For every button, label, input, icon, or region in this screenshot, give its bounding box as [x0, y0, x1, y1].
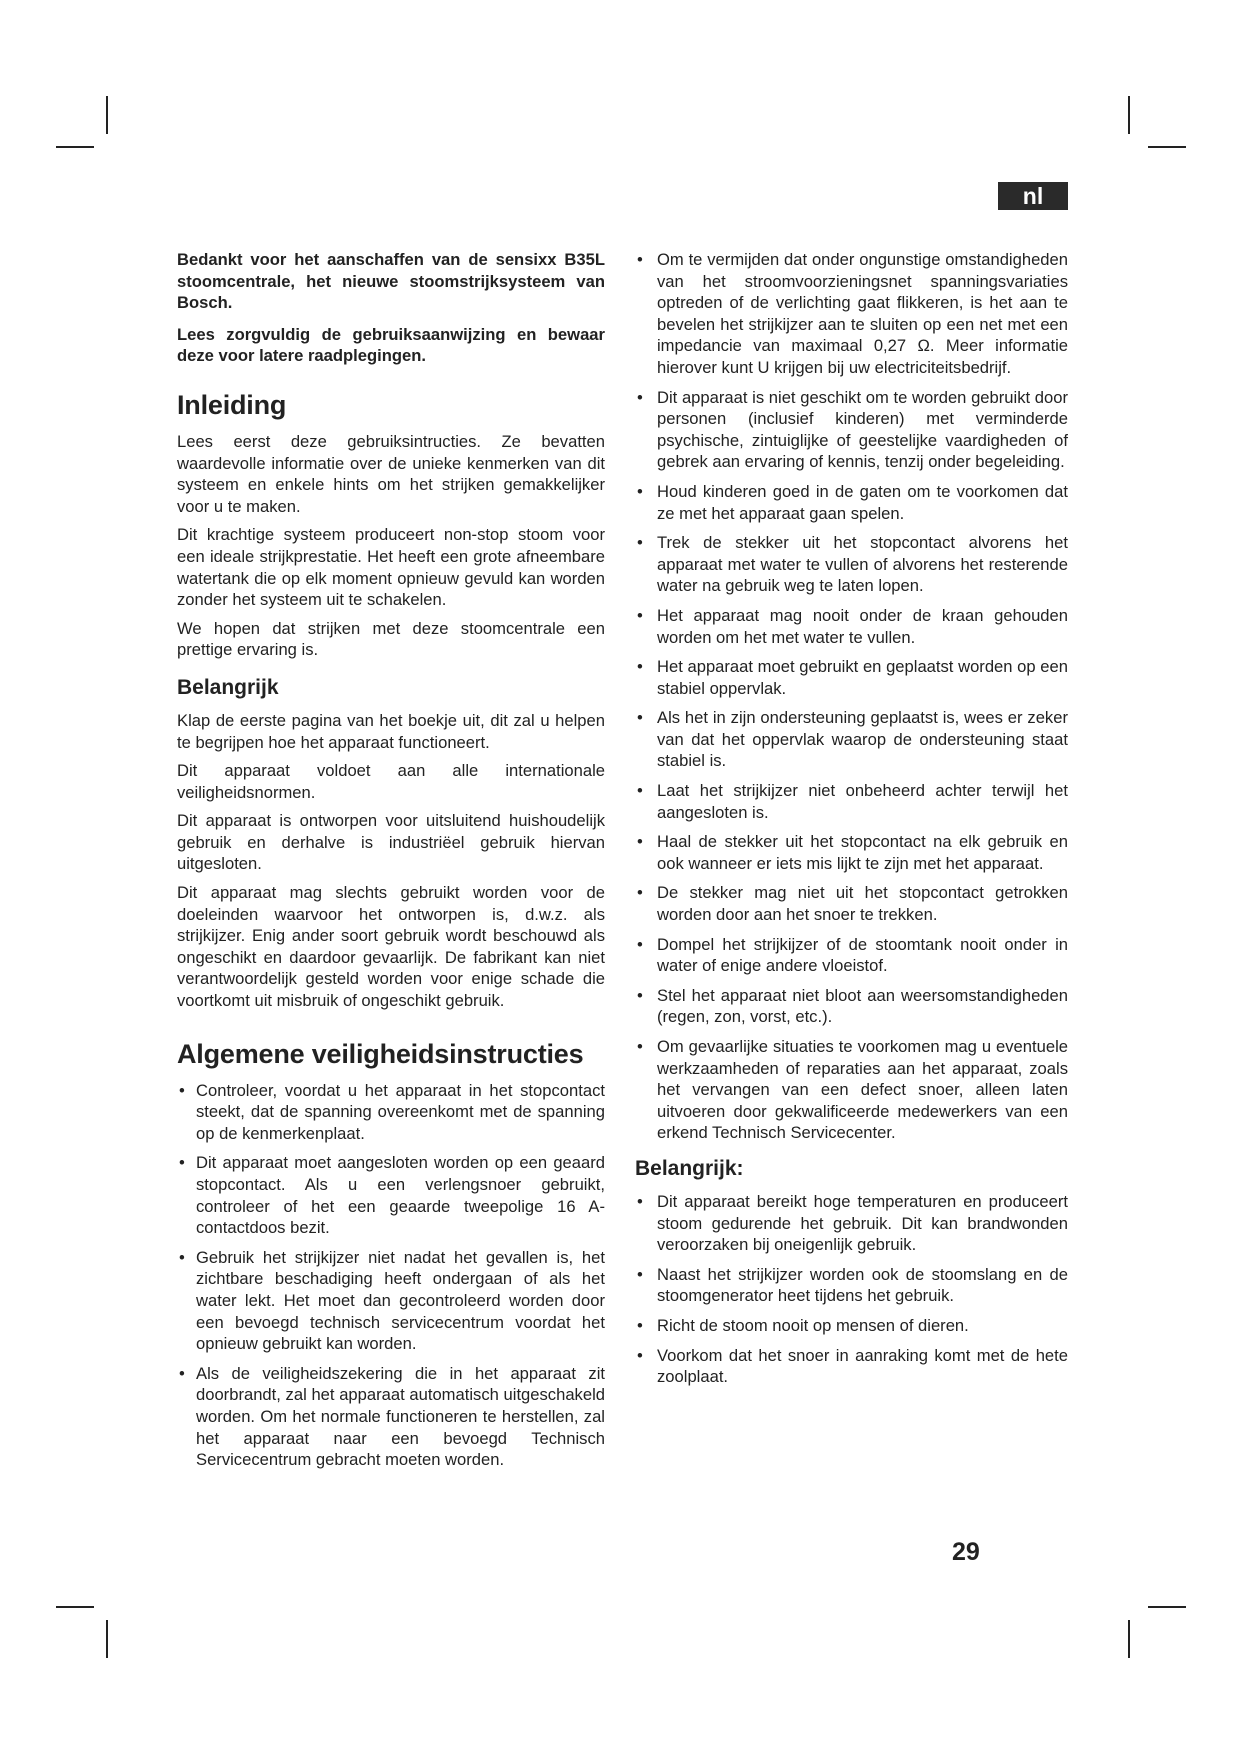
- belangrijk-paragraph: Dit apparaat voldoet aan alle internationale veiligheidsnormen.: [177, 761, 605, 802]
- heading-veiligheidsinstructies: Algemene veiligheidsinstructies: [177, 1038, 584, 1069]
- important-list: [635, 1191, 1068, 1388]
- intro-read-carefully: Lees zorgvuldig de gebruiksaanwijzing en bewaar deze voor latere raadplegingen.: [177, 324, 605, 366]
- heading-inleiding: Inleiding: [177, 389, 287, 420]
- list-item: • Dit apparaat is niet geschikt om te worden gebruikt door personen (inclusief kinderen) met verminderde psychische, zintuiglijke of geestelijke vaardigheden of gebrek aan ervaring of kennis, tenzij onder begeleiding.: [635, 387, 1068, 473]
- list-item: • Voorkom dat het snoer in aanraking komt met de hete zoolplaat.: [635, 1345, 1068, 1388]
- crop-mark-top-right-vertical: [1128, 96, 1130, 134]
- list-item: • Om te vermijden dat onder ongunstige omstandigheden van het stroomvoorzieningsnet spanningsvariaties optreden of de verlichting gaat flikkeren, is het aan te bevelen het strijkijzer aan te sluiten op een net met een impedancie van maximaal 0,27 Ω. Meer informatie hierover kunt U krijgen bij uw electriciteitsbedrijf.: [635, 249, 1068, 379]
- belangrijk-paragraph: Klap de eerste pagina van het boekje uit, dit zal u helpen te begrijpen hoe het apparaat functioneert.: [177, 710, 605, 752]
- list-item: • Het apparaat mag nooit onder de kraan gehouden worden om het met water te vullen.: [635, 605, 1068, 648]
- left-column: [177, 249, 605, 1479]
- list-item: • Dit apparaat bereikt hoge temperaturen en produceert stoom gedurende het gebruik. Dit kan brandwonden veroorzaken bij oneigenlijk gebruik.: [635, 1191, 1068, 1256]
- list-item: • Trek de stekker uit het stopcontact alvorens het apparaat met water te vullen of alvorens het resterende water na gebruik weg te laten lopen.: [635, 532, 1068, 597]
- crop-mark-top-right-horizontal: [1148, 146, 1186, 148]
- intro-thanks: Bedankt voor het aanschaffen van de sensixx B35L stoomcentrale, het nieuwe stoomstrijksysteem van Bosch.: [177, 250, 605, 313]
- crop-mark-top-left-vertical: [106, 96, 108, 134]
- heading-belangrijk-2: Belangrijk:: [635, 1156, 744, 1180]
- list-item: • Houd kinderen goed in de gaten om te voorkomen dat ze met het apparaat gaan spelen.: [635, 481, 1068, 524]
- heading-belangrijk: Belangrijk: [177, 675, 279, 699]
- crop-mark-top-left-horizontal: [56, 146, 94, 148]
- crop-mark-bottom-right-vertical: [1128, 1620, 1130, 1658]
- right-column: [635, 249, 1068, 1396]
- crop-mark-bottom-right-horizontal: [1148, 1606, 1186, 1608]
- inleiding-paragraph: Lees eerst deze gebruiksintructies. Ze bevatten waardevolle informatie over de unieke kenmerken van dit systeem en enkele hints om het strijken gemakkelijker voor u te maken.: [177, 431, 605, 516]
- inleiding-paragraph: We hopen dat strijken met deze stoomcentrale een prettige ervaring is.: [177, 618, 605, 660]
- list-item: • Laat het strijkijzer niet onbeheerd achter terwijl het aangesloten is.: [635, 780, 1068, 823]
- belangrijk-paragraph: Dit apparaat mag slechts gebruikt worden voor de doeleinden waarvoor het ontworpen is, d.w.z. als strijkijzer. Enig ander soort gebruik wordt beschouwd als ongeschikt en daardoor gevaarlijk. De fabrikant kan niet verantwoordelijk gesteld worden voor enige schade die voortkomt uit misbruik of ongeschikt gebruik.: [177, 883, 605, 1011]
- crop-mark-bottom-left-horizontal: [56, 1606, 94, 1608]
- list-item: • Controleer, voordat u het apparaat in het stopcontact steekt, dat de spanning overeenkomt met de spanning op de kenmerkenplaat.: [177, 1080, 605, 1145]
- inleiding-paragraph: Dit krachtige systeem produceert non-stop stoom voor een ideale strijkprestatie. Het heeft een grote afneembare watertank die op elk moment opnieuw gevuld kan worden zonder het systeem uit te schakelen.: [177, 525, 605, 610]
- list-item: • Het apparaat moet gebruikt en geplaatst worden op een stabiel oppervlak.: [635, 656, 1068, 699]
- list-item: • Als de veiligheidszekering die in het apparaat zit doorbrandt, zal het apparaat automatisch uitgeschakeld worden. Om het normale functioneren te herstellen, zal het apparaat naar een bevoegd Technisch Servicecentrum gebracht moeten worden.: [177, 1363, 605, 1471]
- list-item: • Richt de stoom nooit op mensen of dieren.: [635, 1315, 1068, 1337]
- list-item: • Als het in zijn ondersteuning geplaatst is, wees er zeker van dat het oppervlak waarop de ondersteuning staat stabiel is.: [635, 707, 1068, 772]
- list-item: • Dompel het strijkijzer of de stoomtank nooit onder in water of enige andere vloeistof.: [635, 934, 1068, 977]
- belangrijk-paragraph: Dit apparaat is ontworpen voor uitsluitend huishoudelijk gebruik en derhalve is industriëel gebruik hiervan uitgesloten.: [177, 811, 605, 874]
- crop-mark-bottom-left-vertical: [106, 1620, 108, 1658]
- list-item: • Dit apparaat moet aangesloten worden op een geaard stopcontact. Als u een verlengsnoer gebruikt, controleer of het een geaarde tweepolige 16 A-contactdoos bezit.: [177, 1152, 605, 1238]
- safety-list-left: [177, 1080, 605, 1471]
- list-item: • Stel het apparaat niet bloot aan weersomstandigheden (regen, zon, vorst, etc.).: [635, 985, 1068, 1028]
- list-item: • Haal de stekker uit het stopcontact na elk gebruik en ook wanneer er iets mis lijkt te zijn met het apparaat.: [635, 831, 1068, 874]
- language-badge: nl: [998, 182, 1068, 210]
- list-item: • Om gevaarlijke situaties te voorkomen mag u eventuele werkzaamheden of reparaties aan het apparaat, zoals het vervangen van een defect snoer, alleen laten uitvoeren door gekwalificeerde medewerkers van een erkend Technisch Servicecenter.: [635, 1036, 1068, 1144]
- list-item: • De stekker mag niet uit het stopcontact getrokken worden door aan het snoer te trekken.: [635, 882, 1068, 925]
- safety-list-right: [635, 249, 1068, 1144]
- list-item: • Naast het strijkijzer worden ook de stoomslang en de stoomgenerator heet tijdens het gebruik.: [635, 1264, 1068, 1307]
- page-number: 29: [952, 1538, 980, 1566]
- list-item: • Gebruik het strijkijzer niet nadat het gevallen is, het zichtbare beschadiging heeft ondergaan of als het water lekt. Het moet dan gecontroleerd worden door een bevoegd technisch servicecentrum voordat het opnieuw gebruikt kan worden.: [177, 1247, 605, 1355]
